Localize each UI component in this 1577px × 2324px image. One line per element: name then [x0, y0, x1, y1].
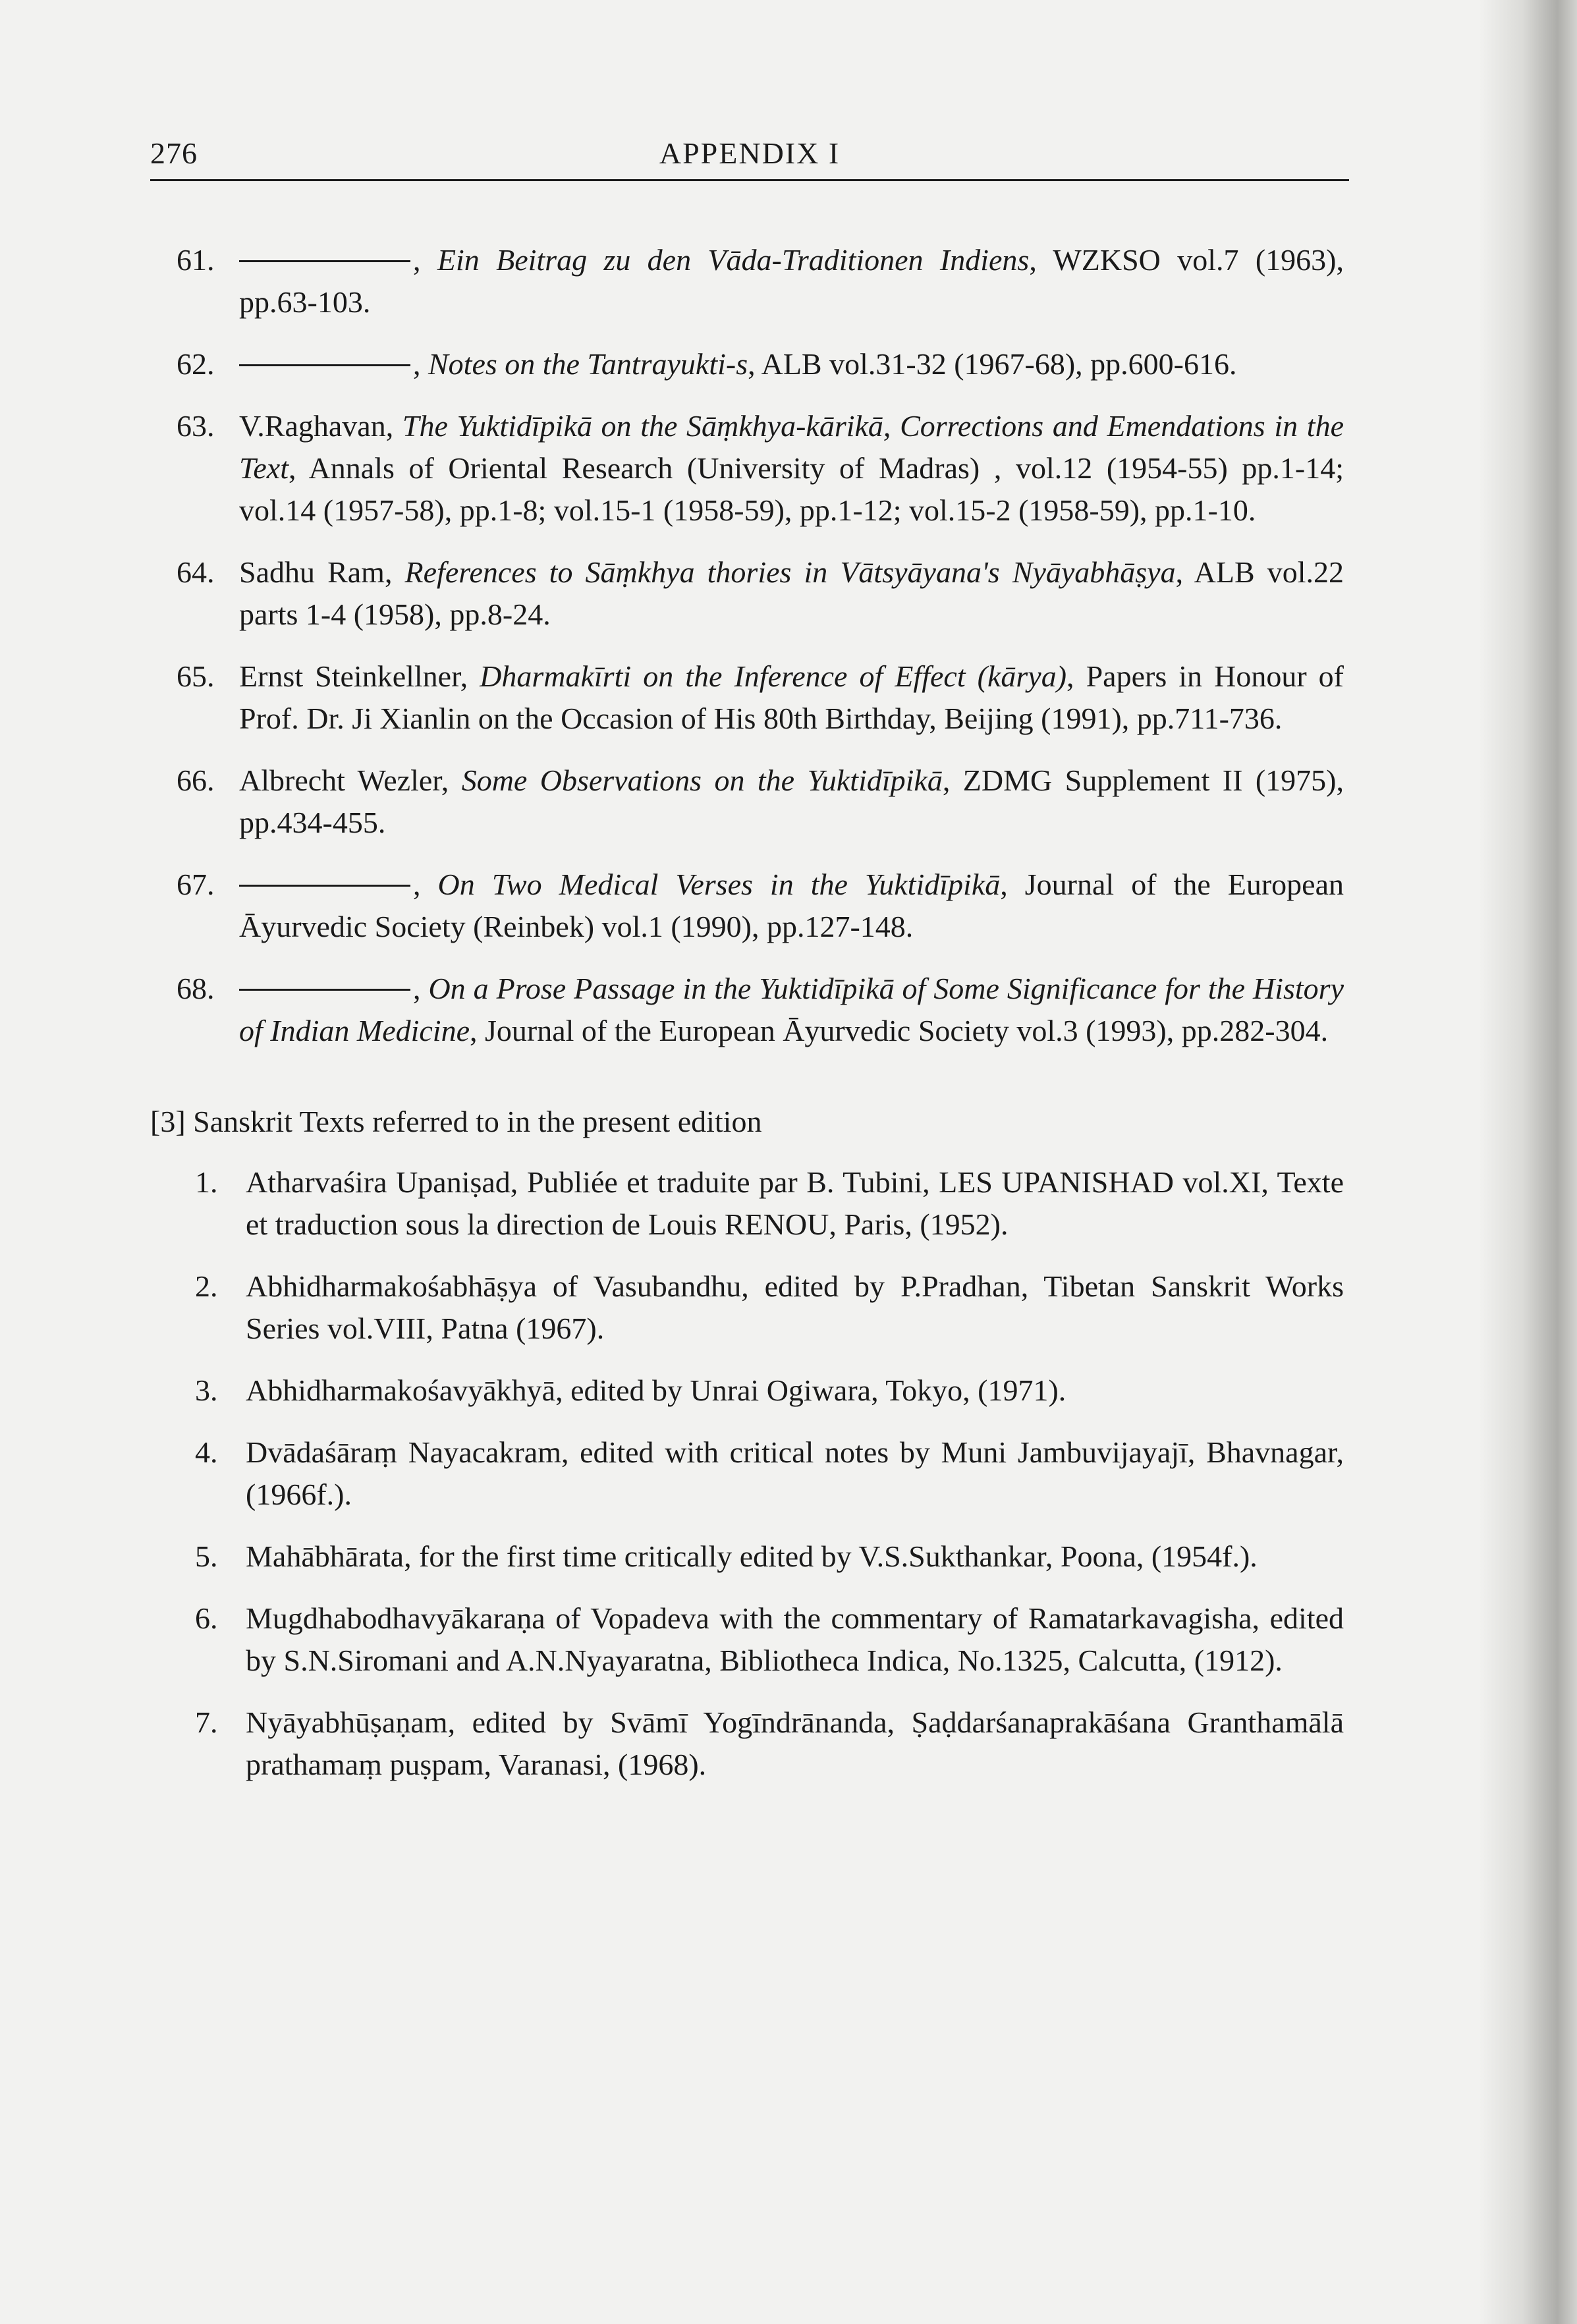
entry-text: Atharvaśira Upaniṣad, Publiée et traduite par B. Tubini, LES UPANISHAD vol.XI, Texte et traduction sous la direction de Louis RENOU, Paris, (1952).: [246, 1165, 1344, 1241]
entry-number: 61.: [177, 243, 215, 277]
bibliography-entry: [150, 405, 1349, 532]
entry-text: Nyāyabhūṣaṇam, edited by Svāmī Yogīndrānanda, Ṣaḍdarśanaprakāśana Granthamālā prathamaṃ puṣpam, Varanasi, (1968).: [246, 1705, 1344, 1781]
bibliography-list: [150, 239, 1349, 1052]
entry-number: 1.: [195, 1165, 218, 1199]
entry-text: ,: [413, 868, 438, 901]
entry-title: The Yuktidīpikā on the Sāṃkhya-kārikā, Corrections and Emendations in the Text: [239, 409, 1344, 485]
entry-text: Abhidharmakośabhāṣya of Vasubandhu, edited by P.Pradhan, Tibetan Sanskrit Works Series vol.VIII, Patna (1967).: [246, 1269, 1344, 1345]
entry-text: Albrecht Wezler,: [239, 763, 462, 797]
sanskrit-text-entry: [150, 1536, 1349, 1578]
entry-text: , ALB vol.31-32 (1967-68), pp.600-616.: [748, 347, 1237, 381]
running-head: [150, 132, 1349, 181]
bibliography-entry: [150, 655, 1349, 740]
bibliography-entry: [150, 239, 1349, 323]
running-head-title: APPENDIX I: [659, 136, 841, 170]
entry-text: , Journal of the European Āyurvedic Society (Reinbek) vol.1 (1990), pp.127-148.: [239, 868, 1344, 943]
entry-text: V.Raghavan,: [239, 409, 402, 443]
entry-title: Ein Beitrag zu den Vāda-Traditionen Indiens: [437, 243, 1030, 277]
entry-text: ,: [413, 347, 428, 381]
entry-number: 67.: [177, 868, 215, 901]
ditto-dash: [239, 260, 410, 262]
entry-title: Some Observations on the Yuktidīpikā: [461, 763, 943, 797]
ditto-dash: [239, 989, 410, 991]
entry-title: Notes on the Tantrayukti-s: [428, 347, 748, 381]
entry-text: , ALB vol.22 parts 1-4 (1958), pp.8-24.: [239, 555, 1344, 631]
entry-text: Mugdhabodhavyākaraṇa of Vopadeva with the commentary of Ramatarkavagisha, edited by S.N.Siromani and A.N.Nyayaratna, Bibliotheca Indica, No.1325, Calcutta, (1912).: [246, 1601, 1344, 1677]
bibliography-entry: [150, 551, 1349, 636]
bibliography-entry: [150, 760, 1349, 844]
entry-text: , Papers in Honour of Prof. Dr. Ji Xianlin on the Occasion of His 80th Birthday, Beijing (1991), pp.711-736.: [239, 659, 1344, 735]
entry-text: , Journal of the European Āyurvedic Society vol.3 (1993), pp.282-304.: [470, 1014, 1329, 1047]
sanskrit-text-entry: [150, 1161, 1349, 1246]
sanskrit-text-entry: [150, 1702, 1349, 1786]
sanskrit-text-entry: [150, 1265, 1349, 1350]
entry-title: On a Prose Passage in the Yuktidīpikā of Some Significance for the History of Indian Medicine: [239, 972, 1344, 1047]
entry-text: Dvādaśāraṃ Nayacakram, edited with critical notes by Muni Jambuvijayajī, Bhavnagar, (1966f.).: [246, 1435, 1344, 1511]
ditto-dash: [239, 364, 410, 366]
entry-number: 65.: [177, 659, 215, 693]
entry-number: 62.: [177, 347, 215, 381]
entry-text: , Annals of Oriental Research (University of Madras) , vol.12 (1954-55) pp.1-14; vol.14 (1957-58), pp.1-8; vol.15-1 (1958-59), pp.1-12; vol.15-2 (1958-59), pp.1-10.: [239, 451, 1344, 527]
entry-number: 4.: [195, 1435, 218, 1469]
entry-text: Mahābhārata, for the first time critically edited by V.S.Sukthankar, Poona, (1954f.).: [246, 1539, 1258, 1573]
sanskrit-text-entry: [150, 1597, 1349, 1682]
entry-title: On Two Medical Verses in the Yuktidīpikā: [437, 868, 1001, 901]
sanskrit-text-entry: [150, 1370, 1349, 1412]
entry-text: Ernst Steinkellner,: [239, 659, 480, 693]
entry-number: 68.: [177, 972, 215, 1005]
entry-text: Sadhu Ram,: [239, 555, 405, 589]
entry-number: 63.: [177, 409, 215, 443]
bibliography-entry: [150, 343, 1349, 385]
entry-text: Abhidharmakośavyākhyā, edited by Unrai Ogiwara, Tokyo, (1971).: [246, 1373, 1066, 1407]
entry-number: 66.: [177, 763, 215, 797]
entry-number: 64.: [177, 555, 215, 589]
entry-number: 6.: [195, 1601, 218, 1635]
entry-title: Dharmakīrti on the Inference of Effect (kārya): [480, 659, 1067, 693]
entry-number: 7.: [195, 1705, 218, 1739]
section-heading: [3] Sanskrit Texts referred to in the present edition: [150, 1105, 762, 1138]
entry-number: 5.: [195, 1539, 218, 1573]
page-number: 276: [150, 136, 198, 170]
bibliography-entry: [150, 864, 1349, 948]
entry-title: References to Sāṃkhya thories in Vātsyāyana's Nyāyabhāṣya: [404, 555, 1176, 589]
scan-shadow-edge: [1478, 0, 1577, 2324]
entry-text: ,: [413, 972, 429, 1005]
book-page: [150, 132, 1349, 1786]
entry-number: 3.: [195, 1373, 218, 1407]
sanskrit-text-entry: [150, 1431, 1349, 1516]
entry-text: , WZKSO vol.7 (1963), pp.63-103.: [239, 243, 1344, 319]
sanskrit-texts-list: [150, 1161, 1349, 1786]
ditto-dash: [239, 885, 410, 887]
entry-text: ,: [413, 243, 437, 277]
entry-text: , ZDMG Supplement II (1975), pp.434-455.: [239, 763, 1344, 839]
entry-number: 2.: [195, 1269, 218, 1303]
bibliography-entry: [150, 968, 1349, 1052]
